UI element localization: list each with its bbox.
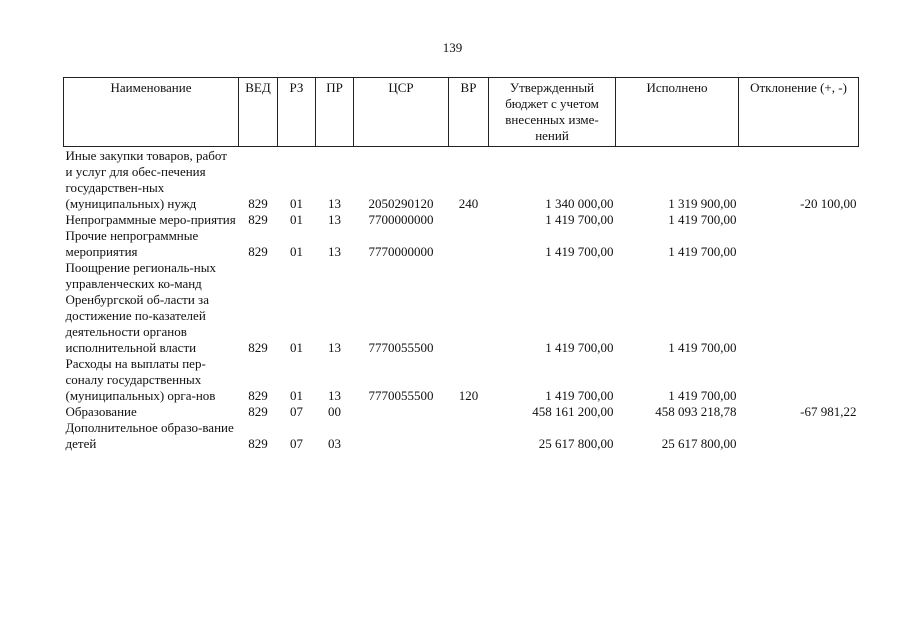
row-rz: 01 xyxy=(290,388,303,403)
row-deviation xyxy=(739,260,859,356)
row-csr: 2050290120 xyxy=(368,196,434,211)
budget-execution-table xyxy=(63,77,859,452)
row-executed: 1 419 700,00 xyxy=(668,340,737,355)
table-row xyxy=(64,148,859,212)
row-ved: 829 xyxy=(248,244,268,259)
row-pr: 00 xyxy=(328,404,341,419)
row-executed: 1 319 900,00 xyxy=(668,196,737,211)
row-executed: 458 093 218,78 xyxy=(655,404,737,419)
header-vr: ВР xyxy=(449,78,489,147)
row-executed: 1 419 700,00 xyxy=(668,388,737,403)
header-approved-budget: Утвержденный бюджет с учетом внесенных изме-нений xyxy=(489,78,616,147)
row-deviation xyxy=(739,420,859,452)
row-approved: 1 419 700,00 xyxy=(545,388,614,403)
row-ved: 829 xyxy=(248,404,268,419)
row-name: Иные закупки товаров, работ и услуг для обес-печения государствен-ных (муниципальных) нужд xyxy=(65,148,227,211)
row-deviation: -67 981,22 xyxy=(800,404,857,419)
row-approved: 458 161 200,00 xyxy=(532,404,614,419)
row-approved: 1 340 000,00 xyxy=(545,196,614,211)
row-pr: 13 xyxy=(328,244,341,259)
table-row xyxy=(64,404,859,420)
header-executed: Исполнено xyxy=(616,78,739,147)
row-vr xyxy=(449,404,489,420)
row-deviation xyxy=(739,228,859,260)
row-vr xyxy=(449,228,489,260)
row-approved: 1 419 700,00 xyxy=(545,212,614,227)
row-executed: 25 617 800,00 xyxy=(661,436,737,451)
page-number: 139 xyxy=(442,40,463,55)
row-name: Расходы на выплаты пер-соналу государственных (муниципальных) орга-нов xyxy=(65,356,216,403)
row-pr: 13 xyxy=(328,196,341,211)
row-ved: 829 xyxy=(248,388,268,403)
row-executed: 1 419 700,00 xyxy=(668,244,737,259)
row-rz: 01 xyxy=(290,244,303,259)
row-vr xyxy=(449,420,489,452)
table-row xyxy=(64,420,859,452)
table-row xyxy=(64,356,859,404)
row-pr: 13 xyxy=(328,212,341,227)
row-rz: 07 xyxy=(290,404,303,419)
row-csr: 7770000000 xyxy=(368,244,434,259)
row-approved: 1 419 700,00 xyxy=(545,244,614,259)
row-pr: 03 xyxy=(328,436,341,451)
row-vr: 120 xyxy=(458,388,479,403)
row-pr: 13 xyxy=(328,340,341,355)
row-vr xyxy=(449,260,489,356)
row-csr: 7700000000 xyxy=(368,212,434,227)
row-name: Дополнительное образо-вание детей xyxy=(65,420,234,451)
table-row xyxy=(64,228,859,260)
row-ved: 829 xyxy=(248,196,268,211)
row-name: Непрограммные меро-приятия xyxy=(65,212,236,227)
row-deviation xyxy=(739,212,859,228)
row-csr xyxy=(354,404,449,420)
table-header-row xyxy=(64,78,859,147)
row-rz: 07 xyxy=(290,436,303,451)
row-ved: 829 xyxy=(248,212,268,227)
header-ved: ВЕД xyxy=(239,78,278,147)
row-csr xyxy=(354,420,449,452)
header-name: Наименование xyxy=(64,78,239,147)
header-rz: РЗ xyxy=(278,78,316,147)
row-pr: 13 xyxy=(328,388,341,403)
row-vr: 240 xyxy=(458,196,479,211)
row-approved: 25 617 800,00 xyxy=(538,436,614,451)
row-rz: 01 xyxy=(290,340,303,355)
row-rz: 01 xyxy=(290,212,303,227)
row-deviation: -20 100,00 xyxy=(800,196,857,211)
row-rz: 01 xyxy=(290,196,303,211)
table-row xyxy=(64,260,859,356)
row-name: Прочие непрограммные мероприятия xyxy=(65,228,199,259)
table-row xyxy=(64,212,859,228)
row-csr: 7770055500 xyxy=(368,340,434,355)
row-ved: 829 xyxy=(248,340,268,355)
header-deviation: Отклонение (+, -) xyxy=(739,78,859,147)
header-csr: ЦСР xyxy=(354,78,449,147)
row-executed: 1 419 700,00 xyxy=(668,212,737,227)
row-approved: 1 419 700,00 xyxy=(545,340,614,355)
row-ved: 829 xyxy=(248,436,268,451)
row-csr: 7770055500 xyxy=(368,388,434,403)
row-vr xyxy=(449,212,489,228)
row-name: Образование xyxy=(65,404,137,419)
header-pr: ПР xyxy=(316,78,354,147)
row-name: Поощрение региональ-ных управленческих ко-манд Оренбургской об-ласти за достижение по-казателей деятельности органов исполнительной власти xyxy=(65,260,216,355)
row-deviation xyxy=(739,356,859,404)
